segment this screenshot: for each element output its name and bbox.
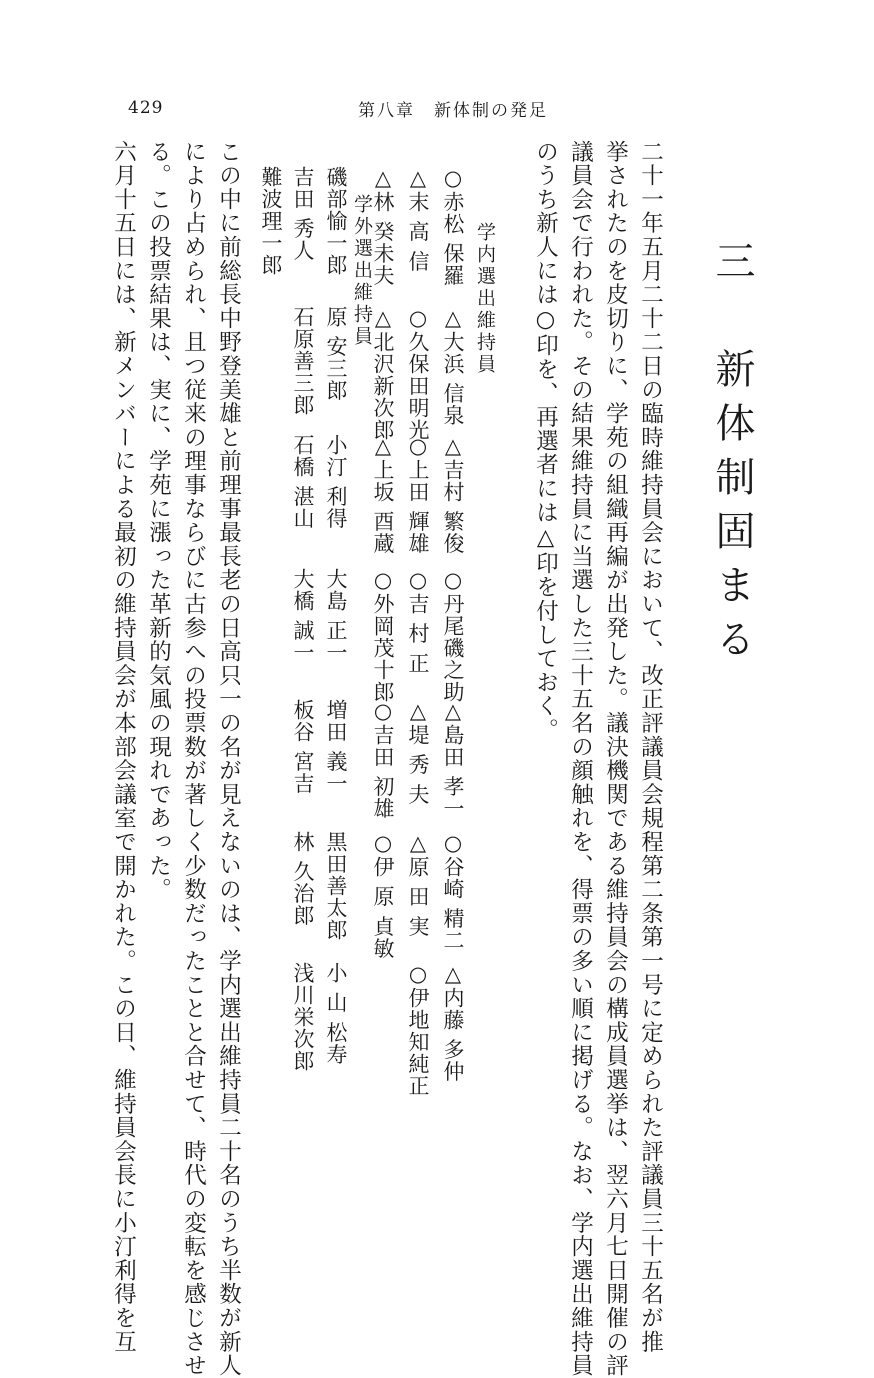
member-name: △上坂 酉蔵 (371, 434, 395, 555)
external-members-heading: 学外選出維持員 (351, 194, 373, 348)
member-name: ○伊地知純正 (406, 962, 430, 1097)
member-name: 小 山 松寿 (324, 962, 348, 1066)
section-title: 三 新体制固まる (709, 240, 755, 672)
member-name: ○上田 輝雄 (406, 434, 430, 555)
paragraph-1-line: 議員会で行われた。その結果維持員に当選した三十五名の顔触れを、得票の多い順に掲げる。なお、学内選出維持員 (567, 140, 594, 1378)
member-name: △北沢新次郎 (371, 306, 395, 441)
paragraph-2-line: により占められ、且つ従来の理事ならびに古参への投票数が著しく少数だったことと合せて、時代の変転を感じさせ (180, 140, 207, 1378)
member-name: ○久保田明光 (406, 306, 430, 441)
member-name: 磯部愉一郎 (324, 166, 348, 276)
member-name: ○吉田 初雄 (371, 699, 395, 820)
running-header: 第八章 新体制の発足 (358, 101, 548, 121)
paragraph-1-line: 挙されたのを皮切りに、学苑の組織再編が出発した。議決機関である維持員会の構成員選挙は、翌六月七日開催の評 (602, 140, 629, 1378)
member-name: △島田 孝一 (441, 699, 465, 820)
member-name: ○谷崎 精二 (441, 831, 465, 952)
paragraph-1-line: のうち新人には○印を、再選者には△印を付しておく。 (532, 140, 559, 742)
member-name: △原 田 実 (406, 831, 430, 938)
paragraph-2-line: る。この投票結果は、実に、学苑に漲った革新的気風の現れであった。 (145, 140, 172, 902)
member-name: 黒田善太郎 (324, 831, 348, 941)
member-name: 浅川栄次郎 (291, 962, 315, 1072)
member-name: △吉村 繁俊 (441, 434, 465, 555)
member-name: 石原善三郎 (291, 306, 315, 416)
member-name: △内藤 多仲 (441, 962, 465, 1083)
member-name: ○外岡茂十郎 (371, 568, 395, 703)
member-name: 難波理一郎 (259, 166, 283, 276)
internal-members-heading: 学内選出維持員 (474, 222, 496, 376)
member-name: ○赤松 保羅 (441, 166, 465, 287)
member-name: ○吉 村 正 (406, 568, 430, 675)
member-name: 林 久治郎 (291, 831, 315, 927)
paragraph-2-line: この中に前総長中野登美雄と前理事最長老の日高只一の名が見えないのは、学内選出維持員二十名のうち半数が新人 (215, 140, 242, 1378)
member-name: 吉田 秀人 (291, 166, 315, 262)
member-name: 大島 正一 (324, 568, 348, 664)
member-name: ○伊 原 貞敏 (371, 831, 395, 960)
member-name: 板谷 宮吉 (291, 699, 315, 795)
member-name: △堤 秀 夫 (406, 699, 430, 806)
paragraph-1-line: 二十一年五月二十二日の臨時維持員会において、改正評議員会規程第二条第一号に定められた評議員三十五名が推 (637, 140, 664, 1354)
member-name: 大橋 誠一 (291, 568, 315, 664)
page-number: 429 (128, 98, 164, 118)
member-name: △林 癸未夫 (371, 166, 395, 287)
member-name: 原 安三郎 (324, 306, 348, 402)
member-name: ○丹尾磯之助 (441, 568, 465, 703)
member-name: 増田 義一 (324, 699, 348, 795)
member-name: 小汀 利得 (324, 434, 348, 530)
paragraph-3-line: 六月十五日には、新メンバーによる最初の維持員会が本部会議室で開かれた。この日、維持員会長に小汀利得を互 (110, 140, 137, 1354)
member-name: 石橋 湛山 (291, 434, 315, 530)
member-name: △末 高 信 (406, 166, 430, 273)
member-name: △大浜 信泉 (441, 306, 465, 427)
